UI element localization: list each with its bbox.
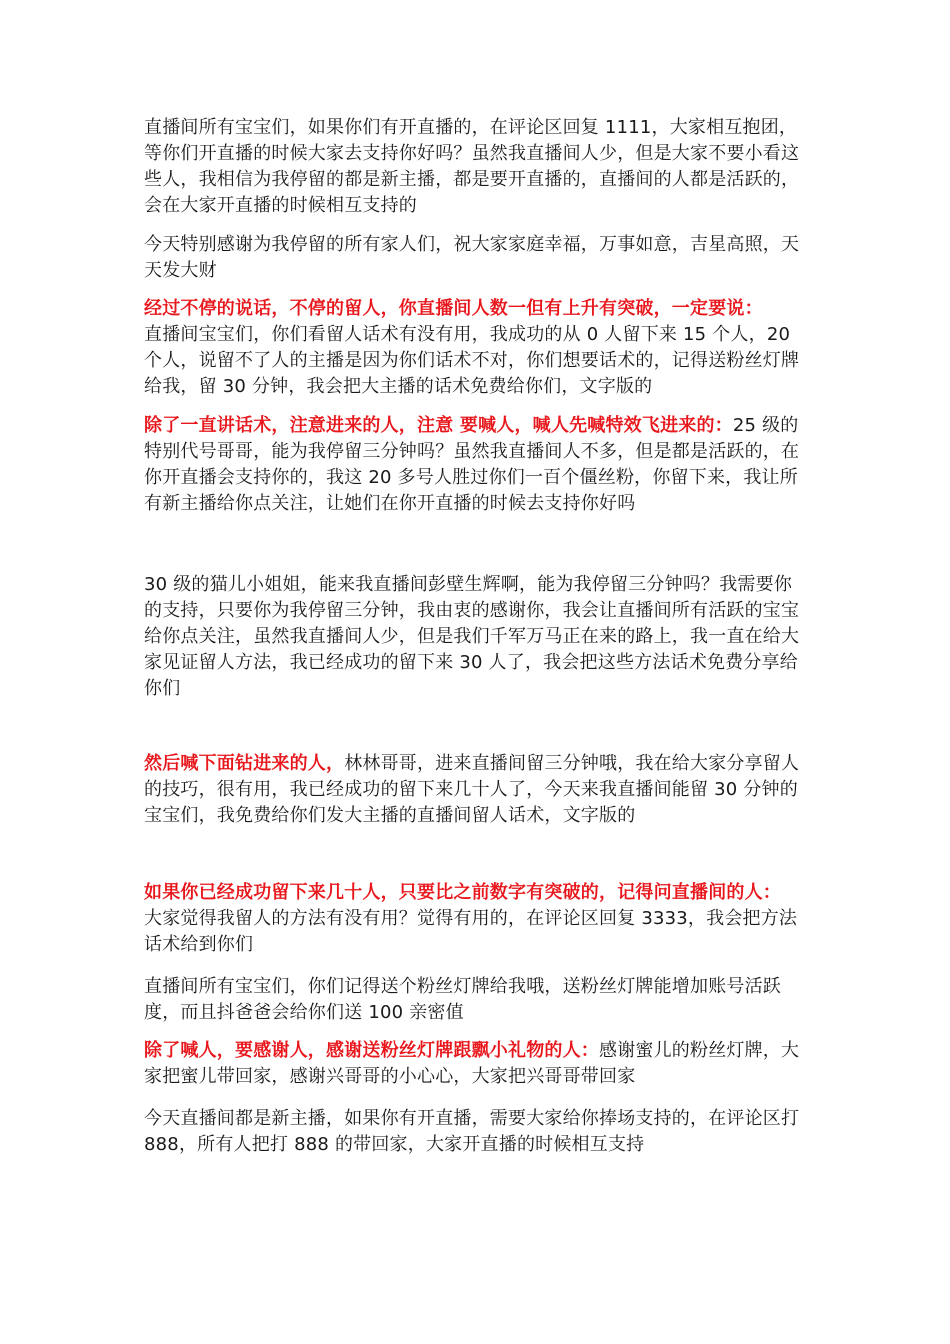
paragraph-new-streamers	[144, 1106, 808, 1158]
highlight-heading: 除了喊人，要感谢人，感谢送粉丝灯牌跟飘小礼物的人：	[144, 1040, 599, 1061]
paragraph-breakthrough	[144, 296, 808, 400]
highlight-heading: 然后喊下面钻进来的人，	[144, 753, 345, 774]
paragraph-text: 25 级的特别代号哥哥，能为我停留三分钟吗？虽然我直播间人不多，但是都是活跃的，在你开直播会支持你的，我这 20 多号人胜过你们一百个僵丝粉，你留下来，我让所有新主播给你点关注，让她们在你开直播的时候去支持你好吗	[144, 415, 800, 514]
paragraph-thanks	[144, 232, 808, 284]
paragraph-thank-gifts	[144, 1038, 808, 1090]
highlight-heading: 经过不停的说话，不停的留人，你直播间人数一但有上升有突破，一定要说：	[144, 298, 763, 319]
paragraph-text: 直播间宝宝们，你们看留人话术有没有用，我成功的从 0 人留下来 15 个人，20 个人，说留不了人的主播是因为你们话术不对，你们想要话术的，记得送粉丝灯牌给我，留 30 分钟，我会把大主播的话术免费给你们，文字版的	[144, 324, 800, 397]
paragraph-call-effects	[144, 413, 808, 517]
paragraph-text: 林林哥哥，进来直播间留三分钟哦，我在给大家分享留人的技巧，很有用，我已经成功的留下来几十人了，今天来我直播间能留 30 分钟的宝宝们，我免费给你们发大主播的直播间留人话术，文字版的	[144, 753, 800, 826]
paragraph-text: 感谢蜜儿的粉丝灯牌，大家把蜜儿带回家，感谢兴哥哥的小心心，大家把兴哥哥带回家	[144, 1040, 800, 1087]
paragraph-support-each-other	[144, 115, 808, 219]
paragraph-text: 今天直播间都是新主播，如果你有开直播，需要大家给你捧场支持的，在评论区打 888，所有人把打 888 的带回家，大家开直播的时候相互支持	[144, 1108, 800, 1155]
paragraph-level-30	[144, 572, 808, 702]
paragraph-text: 直播间所有宝宝们，你们记得送个粉丝灯牌给我哦，送粉丝灯牌能增加账号活跃度，而且抖爸爸会给你们送 100 亲密值	[144, 976, 781, 1023]
paragraph-ask-audience	[144, 880, 808, 958]
paragraph-fan-badge	[144, 974, 808, 1026]
highlight-heading: 如果你已经成功留下来几十人，只要比之前数字有突破的，记得问直播间的人：	[144, 882, 781, 903]
paragraph-text: 直播间所有宝宝们，如果你们有开直播的，在评论区回复 1111，大家相互抱团，等你们开直播的时候大家去支持你好吗？虽然我直播间人少，但是大家不要小看这些人，我相信为我停留的都是新主播，都是要开直播的，直播间的人都是活跃的，会在大家开直播的时候相互支持的	[144, 117, 800, 216]
paragraph-text: 30 级的猫儿小姐姐，能来我直播间彭壁生辉啊，能为我停留三分钟吗？我需要你的支持，只要你为我停留三分钟，我由衷的感谢你，我会让直播间所有活跃的宝宝给你点关注，虽然我直播间人少，但是我们千军万马正在来的路上，我一直在给大家见证留人方法，我已经成功的留下来 30 人了，我会把这些方法话术免费分享给你们	[144, 574, 800, 699]
highlight-heading: 除了一直讲话术，注意进来的人，注意 要喊人，喊人先喊特效飞进来的：	[144, 415, 733, 436]
paragraph-call-below	[144, 751, 808, 829]
paragraph-text: 今天特别感谢为我停留的所有家人们，祝大家家庭幸福，万事如意，吉星高照，天天发大财	[144, 234, 800, 281]
paragraph-text: 大家觉得我留人的方法有没有用？觉得有用的，在评论区回复 3333，我会把方法话术给到你们	[144, 908, 798, 955]
